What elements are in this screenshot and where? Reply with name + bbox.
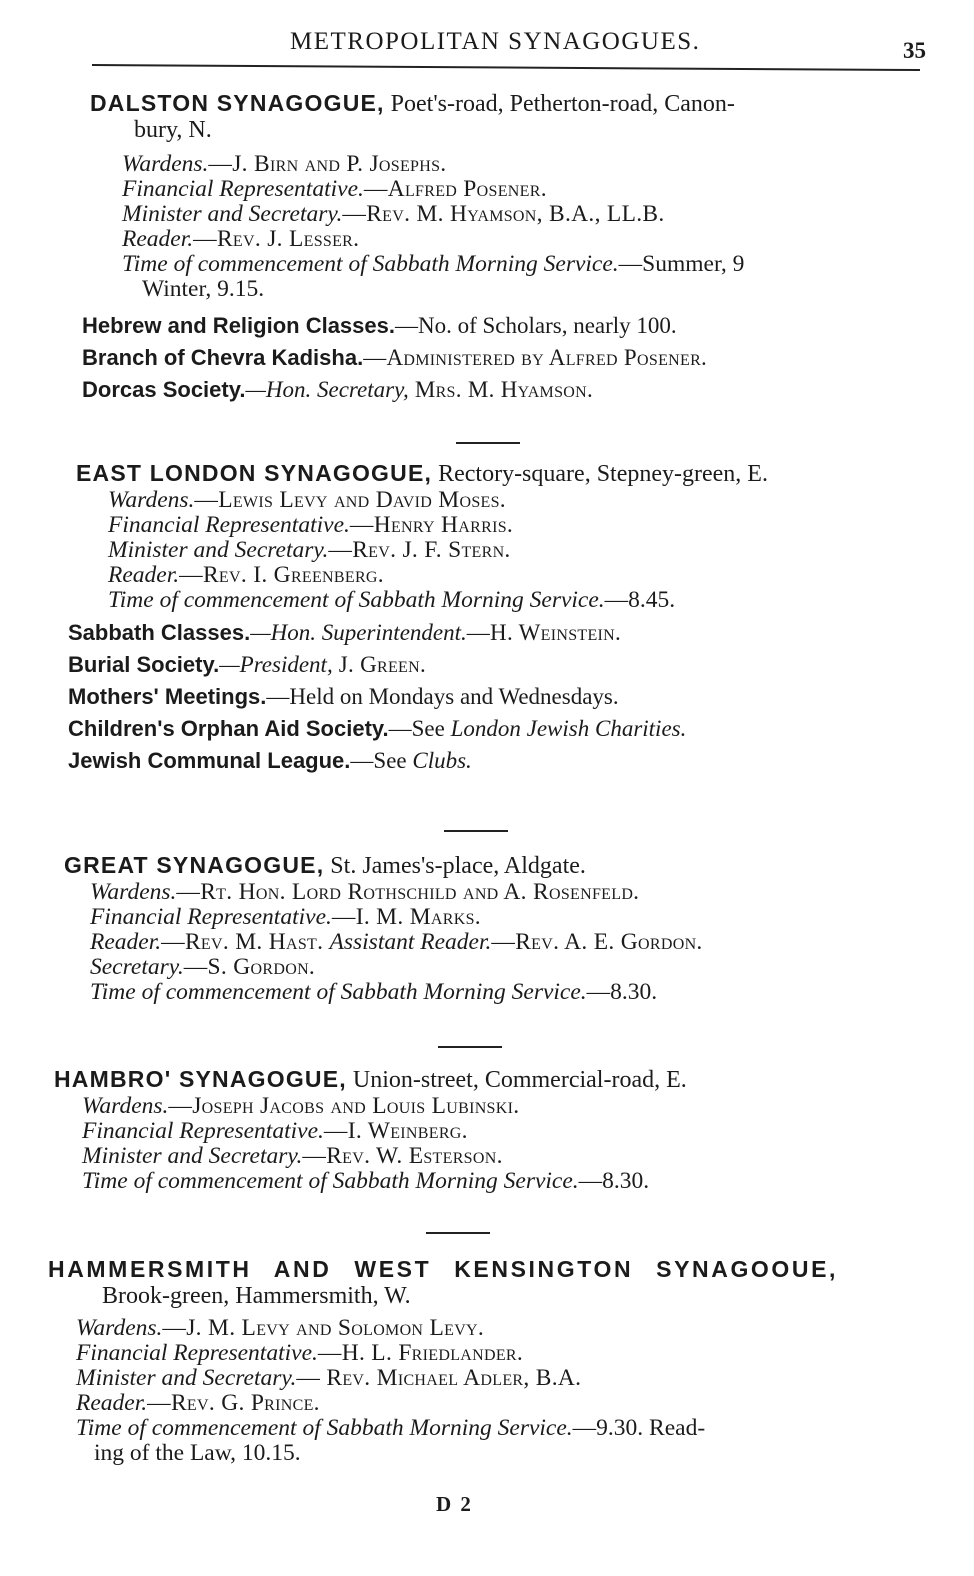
address-continuation: bury, N. xyxy=(134,117,212,143)
entry-heading xyxy=(76,460,936,488)
role-label: Financial Representative. xyxy=(90,904,332,930)
header-rule xyxy=(92,64,920,71)
society-role: —Hon. Superintendent. xyxy=(250,620,467,645)
role-label: Financial Representative. xyxy=(76,1340,318,1366)
entry-east-london xyxy=(68,460,936,777)
role-value: —Rev. J. Lesser. xyxy=(193,226,360,252)
role-value: —8.45. xyxy=(604,587,676,613)
role-value: —J. M. Levy and Solomon Levy. xyxy=(162,1315,485,1341)
role-value: —Summer, 9 xyxy=(618,251,745,277)
society-detail: Mrs. M. Hyamson. xyxy=(408,377,594,402)
role-label: Wardens. xyxy=(108,487,195,513)
role-value: —Rev. W. Esterson. xyxy=(302,1143,503,1169)
society-name: Dorcas Society. xyxy=(82,377,246,402)
role-label: Time of commencement of Sabbath Morning Service. xyxy=(76,1415,573,1441)
role-label: Financial Representative. xyxy=(108,512,350,538)
service-time-continuation: Winter, 9.15. xyxy=(142,276,265,302)
role-value: —J. Birn and P. Josephs. xyxy=(208,151,447,177)
society-detail: —See xyxy=(350,748,413,773)
service-time-line xyxy=(64,980,924,1005)
service-time-line xyxy=(54,1169,914,1194)
minister-line xyxy=(76,538,936,563)
wardens-line xyxy=(90,152,950,177)
financial-representative-line xyxy=(76,513,936,538)
synagogue-address: Union-street, Commercial-road, E. xyxy=(346,1067,687,1093)
financial-representative-line xyxy=(48,1341,908,1366)
role-label: Wardens. xyxy=(90,879,177,905)
role-label: Time of commencement of Sabbath Morning Service. xyxy=(82,1168,579,1194)
society-line xyxy=(68,617,936,649)
role-value: —I. M. Marks. xyxy=(331,904,481,930)
service-time-line xyxy=(76,588,936,613)
role-value: —8.30. xyxy=(586,979,658,1005)
section-separator xyxy=(444,830,508,832)
society-detail: J. Green. xyxy=(332,652,427,677)
synagogue-name: HAMBRO' SYNAGOGUE, xyxy=(54,1066,347,1092)
society-detail: —No. of Scholars, nearly 100. xyxy=(394,313,677,338)
address-continuation: Brook-green, Hammersmith, W. xyxy=(102,1283,411,1309)
society-line xyxy=(68,745,936,777)
role-label: Financial Representative. xyxy=(82,1118,324,1144)
page-title: METROPOLITAN SYNAGOGUES. xyxy=(290,28,701,55)
role-value: — Rev. Michael Adler, B.A. xyxy=(296,1365,582,1391)
synagogue-address: Poet's-road, Petherton-road, Canon- xyxy=(384,91,735,117)
role-value: —9.30. Read- xyxy=(572,1415,706,1441)
role-label: Time of commencement of Sabbath Morning Service. xyxy=(90,979,587,1005)
page-number: 35 xyxy=(903,38,926,63)
role-label: Reader. xyxy=(108,562,180,588)
role-value: —Henry Harris. xyxy=(349,512,514,538)
society-line xyxy=(68,681,936,713)
role-label: Reader. xyxy=(76,1390,148,1416)
section-separator xyxy=(438,1046,502,1048)
wardens-line xyxy=(64,880,924,905)
role-value: —Rt. Hon. Lord Rothschild and A. Rosenfeld. xyxy=(176,879,640,905)
society-name: Burial Society. xyxy=(68,652,220,677)
entry-heading xyxy=(54,1066,914,1094)
role-value: —Rev. J. F. Stern. xyxy=(328,537,511,563)
running-head xyxy=(0,18,974,63)
role-value: —I. Weinberg. xyxy=(323,1118,468,1144)
synagogue-address: Rectory-square, Stepney-green, E. xyxy=(432,461,768,487)
secretary-line xyxy=(64,955,924,980)
role-label: Time of commencement of Sabbath Morning Service. xyxy=(122,251,619,277)
role-label: Financial Representative. xyxy=(122,176,364,202)
wardens-line xyxy=(76,488,936,513)
entry-dalston xyxy=(82,90,950,406)
society-name: Sabbath Classes. xyxy=(68,620,251,645)
cross-reference: London Jewish Charities. xyxy=(450,716,687,741)
synagogue-name: GREAT SYNAGOGUE, xyxy=(64,852,325,878)
role-value: —Rev. A. E. Gordon. xyxy=(491,929,703,955)
entry-hambro xyxy=(54,1066,914,1194)
entry-great xyxy=(64,852,924,1005)
role-value: —Lewis Levy and David Moses. xyxy=(194,487,506,513)
society-name: Children's Orphan Aid Society. xyxy=(68,716,389,741)
society-detail: —H. Weinstein. xyxy=(466,620,622,645)
section-separator xyxy=(426,1232,490,1234)
society-line xyxy=(82,310,950,342)
service-time-line xyxy=(90,252,950,277)
society-name: Hebrew and Religion Classes. xyxy=(82,313,395,338)
entry-heading xyxy=(48,1256,908,1284)
role-value: —Rev. M. Hast. xyxy=(161,929,330,955)
role-label: Minister and Secretary. xyxy=(82,1143,303,1169)
synagogue-address: St. James's-place, Aldgate. xyxy=(324,853,586,879)
society-line xyxy=(82,374,950,406)
entry-heading xyxy=(90,90,950,118)
minister-line xyxy=(90,202,950,227)
society-detail: —See xyxy=(388,716,451,741)
society-name: Branch of Chevra Kadisha. xyxy=(82,345,364,370)
section-separator xyxy=(456,442,520,444)
service-time-continuation: ing of the Law, 10.15. xyxy=(94,1440,301,1466)
financial-representative-line xyxy=(90,177,950,202)
minister-line xyxy=(54,1144,914,1169)
role-value: —Rev. G. Prince. xyxy=(147,1390,320,1416)
society-role: —Hon. Secretary, xyxy=(245,377,409,402)
role-label: Secretary. xyxy=(90,954,184,980)
role-value: —Alfred Posener. xyxy=(363,176,547,202)
synagogue-name: HAMMERSMITH AND WEST KENSINGTON SYNAGOOUE, xyxy=(48,1256,839,1282)
wardens-line xyxy=(48,1316,908,1341)
role-label: Minister and Secretary. xyxy=(122,201,343,227)
society-line xyxy=(68,649,936,681)
society-name: Jewish Communal League. xyxy=(68,748,351,773)
role-label: Wardens. xyxy=(122,151,209,177)
reader-line xyxy=(76,563,936,588)
society-detail: —Held on Mondays and Wednesdays. xyxy=(266,684,619,709)
minister-line xyxy=(48,1366,908,1391)
financial-representative-line xyxy=(54,1119,914,1144)
role-value: —S. Gordon. xyxy=(183,954,316,980)
society-line xyxy=(82,342,950,374)
reader-line xyxy=(64,930,924,955)
role-value: —Rev. I. Greenberg. xyxy=(179,562,384,588)
role-label: Assistant Reader. xyxy=(329,929,492,955)
cross-reference: Clubs. xyxy=(412,748,472,773)
wardens-line xyxy=(54,1094,914,1119)
society-name: Mothers' Meetings. xyxy=(68,684,267,709)
society-line xyxy=(68,713,936,745)
entry-hammersmith xyxy=(48,1256,908,1466)
role-label: Reader. xyxy=(90,929,162,955)
society-role: —President, xyxy=(219,652,333,677)
synagogue-name: EAST LONDON SYNAGOGUE, xyxy=(76,460,433,486)
role-label: Time of commencement of Sabbath Morning Service. xyxy=(108,587,605,613)
role-label: Minister and Secretary. xyxy=(108,537,329,563)
role-value: —Joseph Jacobs and Louis Lubinski. xyxy=(168,1093,520,1119)
role-label: Reader. xyxy=(122,226,194,252)
role-value: —H. L. Friedlander. xyxy=(317,1340,524,1366)
role-label: Minister and Secretary. xyxy=(76,1365,297,1391)
role-label: Wardens. xyxy=(82,1093,169,1119)
entry-heading xyxy=(64,852,924,880)
role-value: —8.30. xyxy=(578,1168,650,1194)
service-time-line xyxy=(48,1416,908,1441)
reader-line xyxy=(48,1391,908,1416)
synagogue-name: DALSTON SYNAGOGUE, xyxy=(90,90,385,116)
financial-representative-line xyxy=(64,905,924,930)
society-detail: —Administered by Alfred Posener. xyxy=(363,345,708,370)
reader-line xyxy=(90,227,950,252)
signature-mark: D 2 xyxy=(436,1492,473,1516)
role-label: Wardens. xyxy=(76,1315,163,1341)
role-value: —Rev. M. Hyamson, B.A., LL.B. xyxy=(342,201,665,227)
